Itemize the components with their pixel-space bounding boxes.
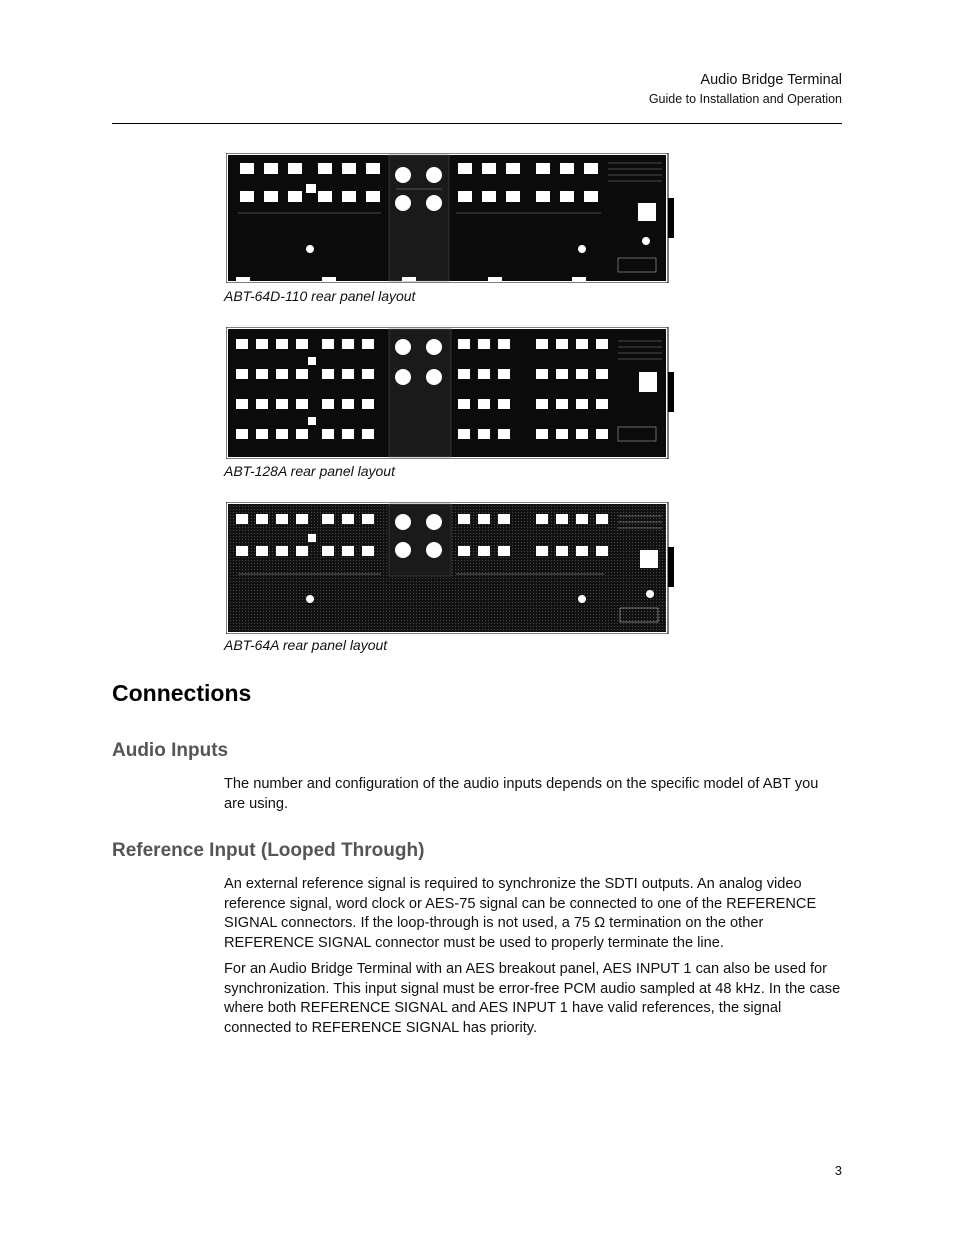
audio-inputs-text: The number and configuration of the audio inputs depends on the specific model of ABT you are using. <box>224 776 819 812</box>
figure-caption-3: ABT-64A rear panel layout <box>224 637 388 653</box>
rear-panel-drawing <box>226 327 675 459</box>
rear-panel-drawing <box>226 153 675 283</box>
reference-input-paragraph-1: An external reference signal is required to synchronize the SDTI outputs. An analog video reference signal, word clock or AES-75 signal can be connected to one of the REFERENCE SIGNAL connectors. If the loop-through is not used, a 75 Ω termination on the other REFERENCE SIGNAL connector must be used to properly terminate the line. <box>224 876 817 951</box>
page-number: 3 <box>834 1163 842 1178</box>
header-subtitle: Guide to Installation and Operation <box>648 92 842 106</box>
reference-input-paragraph-2: For an Audio Bridge Terminal with an AES breakout panel, AES INPUT 1 can also be used for synchronization. This input signal must be error-free PCM audio sampled at 48 kHz. In the case where both REFERENCE SIGNAL and AES INPUT 1 have valid references, the signal connected to REFERENCE SIGNAL has priority. <box>224 961 841 1036</box>
rear-panel-figure-abt-64d-110 <box>226 153 675 283</box>
rear-panel-figure-abt-128a <box>226 327 675 459</box>
figure-caption-1: ABT-64D-110 rear panel layout <box>224 288 416 304</box>
rear-panel-drawing <box>226 502 675 634</box>
figure-caption-2: ABT-128A rear panel layout <box>224 463 395 479</box>
rear-panel-figure-abt-64a <box>226 502 675 634</box>
reference-input-heading: Reference Input (Looped Through) <box>112 840 425 861</box>
audio-inputs-heading: Audio Inputs <box>112 740 229 761</box>
running-header <box>649 70 842 108</box>
header-title: Audio Bridge Terminal <box>700 72 842 88</box>
header-rule <box>112 123 842 124</box>
section-title: Connections <box>112 680 252 706</box>
